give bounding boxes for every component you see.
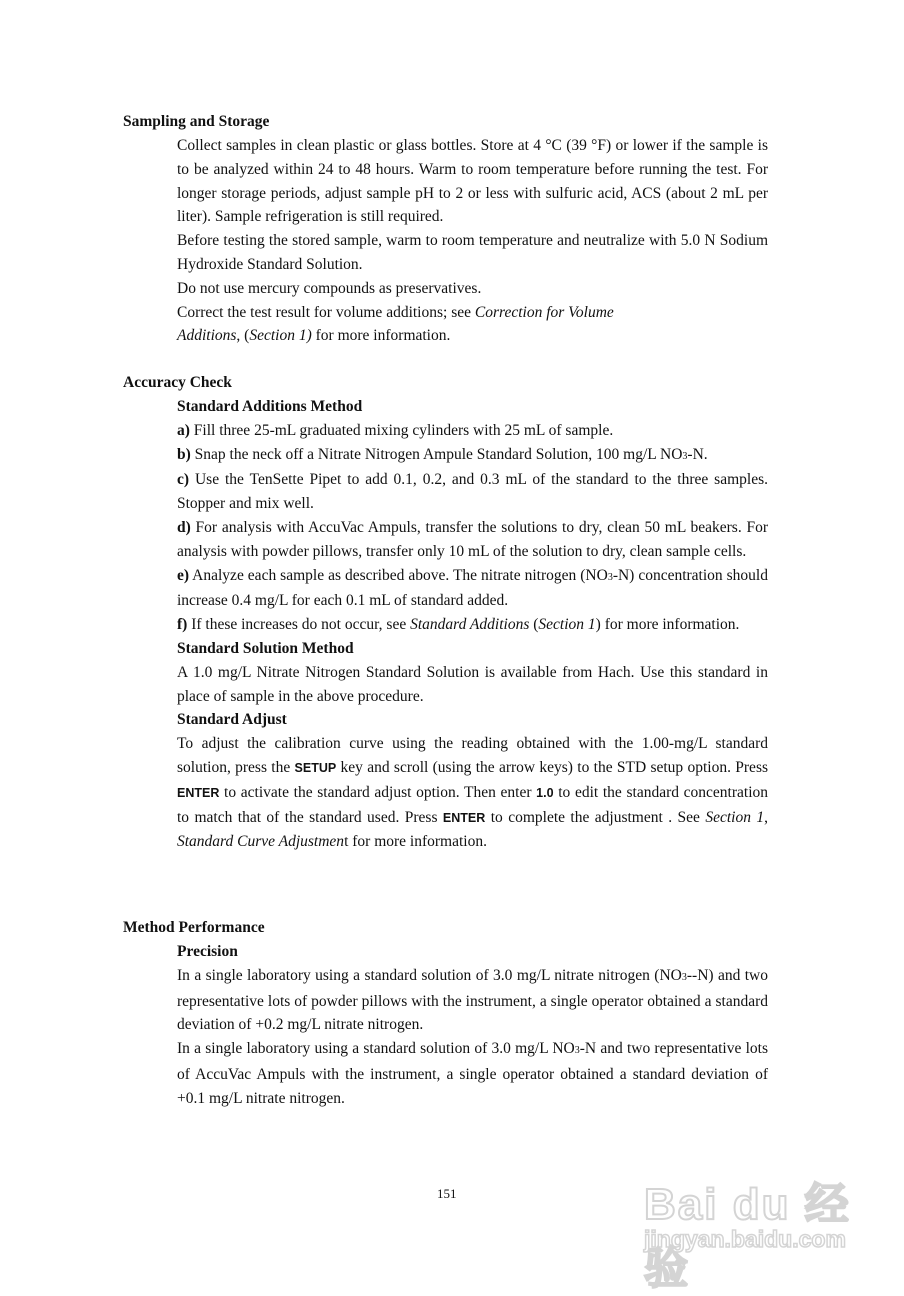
ref-section-1: Section 1 [705,808,765,826]
precision-paragraph-2: In a single laboratory using a standard solution of 3.0 mg/L NO3-N and two representative lots of AccuVac Ampuls with the instrument, a single operator obtained a standard deviation of +0.1 mg/L nitrate nitrogen. [177,1040,768,1107]
heading-method-performance: Method Performance [123,919,265,936]
heading-accuracy-check: Accuracy Check [123,374,232,391]
accuracy-check-body [177,395,768,854]
heading-sampling-storage: Sampling and Storage [123,113,270,130]
ref-section-1: Section 1) [249,327,312,345]
step-f: f) If these increases do not occur, see Standard Additions (Section 1) for more information. [177,616,740,634]
page-number: 151 [437,1186,457,1201]
precision-paragraph-1: In a single laboratory using a standard solution of 3.0 mg/L nitrate nitrogen (NO3--N) and two representative lots of powder pillows with the instrument, a single operator obtained a standard deviation of +0.2 mg/L nitrate nitrogen. [177,966,769,1034]
subheading-precision: Precision [177,943,238,960]
ref-standard-curve-adjustment: Standard Curve Adjustmen [177,833,345,851]
step-c: c) Use the TenSette Pipet to add 0.1, 0.2, and 0.3 mL of the standard to the three samples. Stopper and mix well. [177,471,768,513]
subheading-standard-adjust: Standard Adjust [177,711,287,729]
step-a: a) Fill three 25-mL graduated mixing cylinders with 25 mL of sample. [177,421,614,439]
watermark-url: jingyan.baidu.com [644,1226,846,1252]
key-value-1-0: 1.0 [536,785,554,800]
subheading-standard-additions: Standard Additions Method [177,398,363,415]
method-performance-body [177,940,768,1111]
key-enter: ENTER [177,785,220,800]
baidu-watermark [640,1168,860,1293]
step-e: e) Analyze each sample as described above. The nitrate nitrogen (NO3-N) concentration should increase 0.4 mg/L for each 0.1 mL of standard added. [177,566,768,610]
sampling-paragraph-2: Before testing the stored sample, warm to room temperature and neutralize with 5.0 N Sodium Hydroxide Standard Solution. [177,232,768,273]
baidu-logo-icon: Bai du 经验 [644,1180,851,1293]
sampling-paragraph-3: Do not use mercury compounds as preservatives. [177,279,482,297]
ref-section-1: Section 1 [538,616,596,634]
link-correction-volume-additions: Correction for Volume Additions [177,303,614,345]
key-setup: SETUP [294,760,337,775]
sampling-paragraph-4: Correct the test result for volume additions; see Correction for Volume Additions, (Section 1) for more information. [177,303,614,345]
ref-standard-additions: Standard Additions [410,616,530,634]
sampling-paragraph-1: Collect samples in clean plastic or glass bottles. Store at 4 °C (39 °F) or lower if the sample is to be analyzed within 24 to 48 hours. Warm to room temperature before running the test. For longer storage periods, adjust sample pH to 2 or less with sulfuric acid, ACS (about 2 mL per liter). Sample refrigeration is still required. [177,137,768,226]
sampling-storage-body [177,134,768,348]
key-enter: ENTER [442,810,486,825]
standard-solution-text: A 1.0 mg/L Nitrate Nitrogen Standard Solution is available from Hach. Use this standard in place of sample in the above procedure. [177,663,768,705]
step-b: b) Snap the neck off a Nitrate Nitrogen Ampule Standard Solution, 100 mg/L NO3-N. [177,445,708,463]
step-d: d) For analysis with AccuVac Ampuls, transfer the solutions to dry, clean 50 mL beakers. For analysis with powder pillows, transfer only 10 mL of the solution to dry, clean sample cells. [177,518,768,560]
subheading-standard-solution: Standard Solution Method [177,639,354,657]
standard-adjust-text: To adjust the calibration curve using the reading obtained with the 1.00-mg/L standard solution, press the SETUP key and scroll (using the arrow keys) to the STD setup option. Press ENTER to activate the standard adjust option. Then enter 1.0 to edit the standard concentration to match that of the standard used. Press ENTER to complete the adjustment . See Section 1, Standard Curve Adjustment for more information. [177,735,769,851]
